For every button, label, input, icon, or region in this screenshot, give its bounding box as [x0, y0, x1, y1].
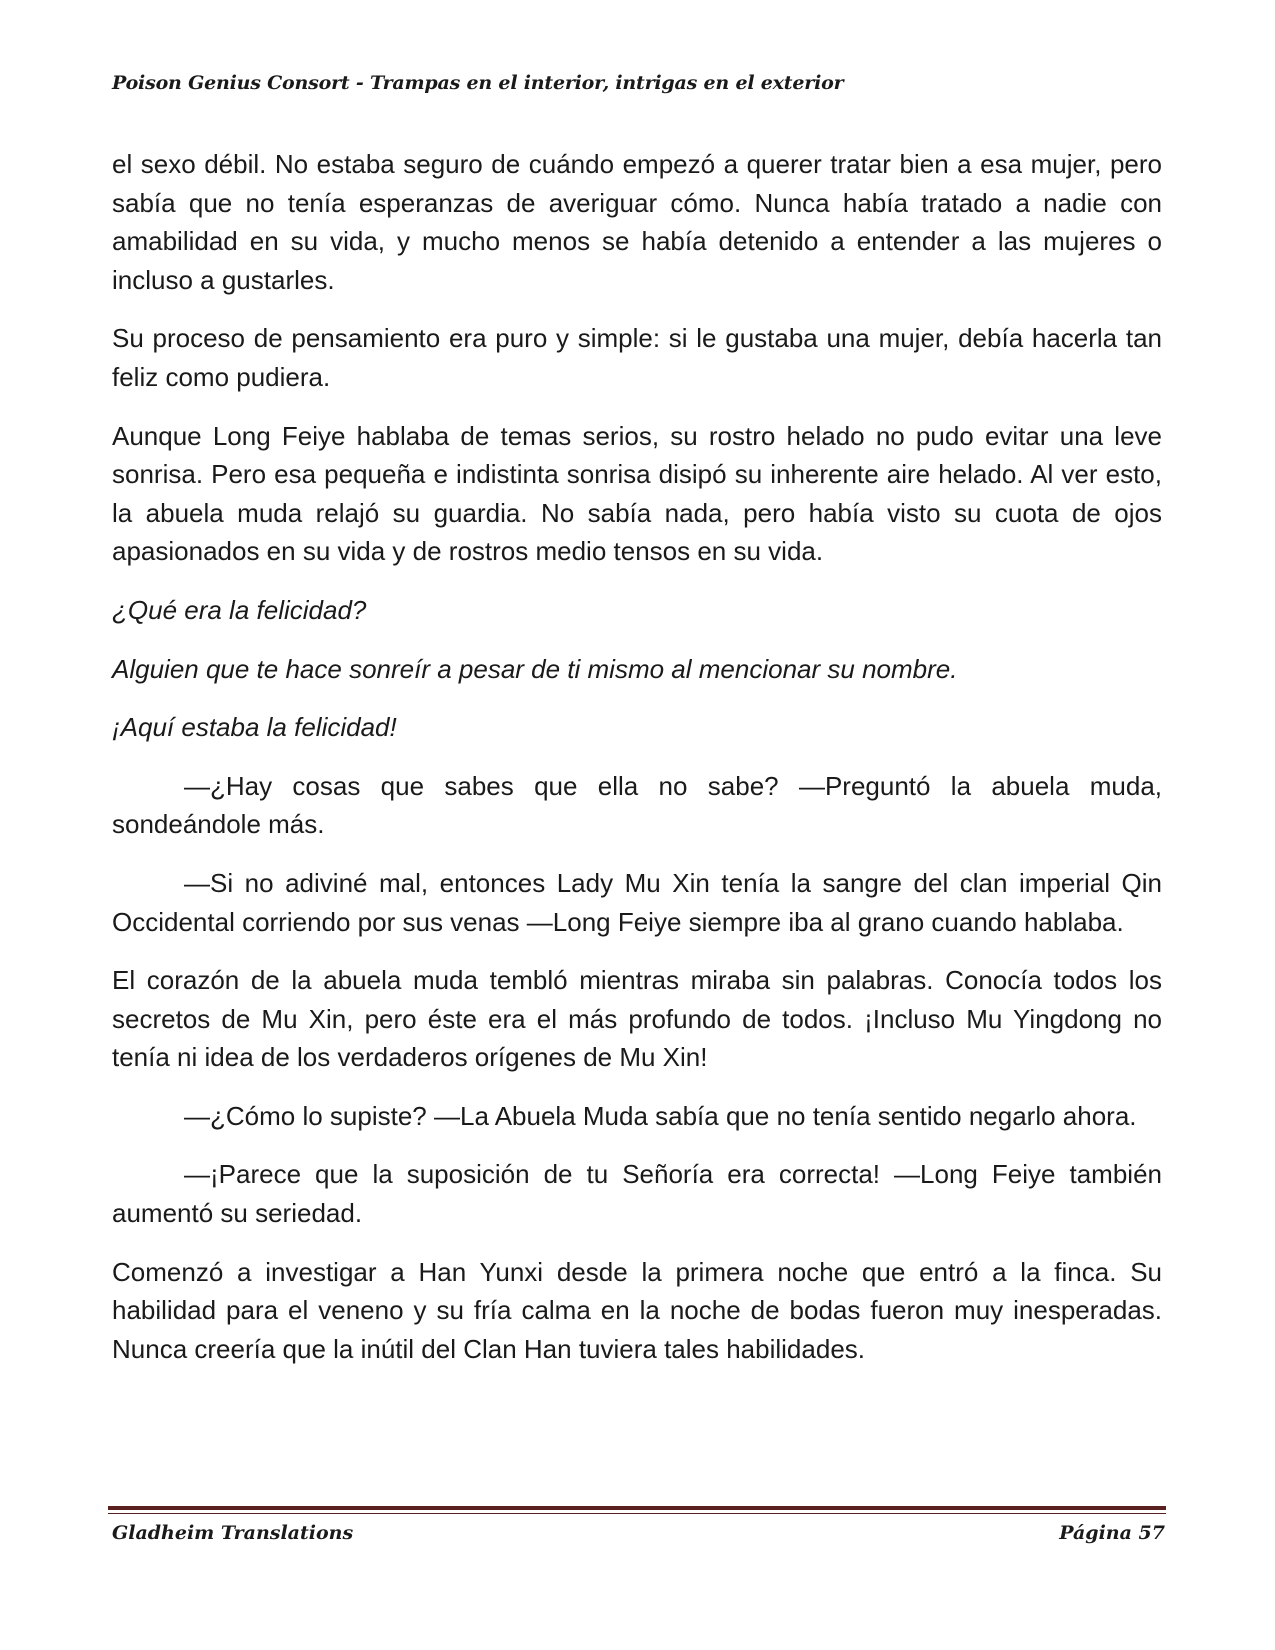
paragraph: Comenzó a investigar a Han Yunxi desde la primera noche que entró a la finca. Su habilidad para el veneno y su fría calma en la noche de bodas fueron muy inesperadas. Nunca creería que la inútil del Clan Han tuviera tales habilidades.: [112, 1256, 1162, 1364]
footer-publisher: Gladheim Translations: [112, 1522, 354, 1544]
footer-rule-thin: [108, 1513, 1166, 1514]
paragraph: el sexo débil. No estaba seguro de cuándo empezó a querer tratar bien a esa mujer, pero sabía que no tenía esperanzas de averiguar cómo. Nunca había tratado a nadie con amabilidad en su vida, y mucho menos se había detenido a entender a las mujeres o incluso a gustarles.: [112, 149, 1162, 295]
dialogue-paragraph: —Si no adiviné mal, entonces Lady Mu Xin tenía la sangre del clan imperial Qin Occidental corriendo por sus venas —Long Feiye siempre iba al grano cuando hablaba.: [112, 867, 1162, 937]
dialogue-paragraph: —¿Cómo lo supiste? —La Abuela Muda sabía que no tenía sentido negarlo ahora.: [184, 1100, 1137, 1131]
paragraph: Aunque Long Feiye hablaba de temas serios, su rostro helado no pudo evitar una leve sonrisa. Pero esa pequeña e indistinta sonrisa disipó su inherente aire helado. Al ver esto, la abuela muda relajó su guardia. No sabía nada, pero había visto su cuota de ojos apasionados en su vida y de rostros medio tensos en su vida.: [112, 420, 1162, 567]
italic-paragraph: Alguien que te hace sonreír a pesar de ti mismo al mencionar su nombre.: [112, 653, 958, 684]
dialogue-paragraph: —¡Parece que la suposición de tu Señoría era correcta! —Long Feiye también aumentó su seriedad.: [112, 1159, 1162, 1229]
paragraph: El corazón de la abuela muda tembló mientras miraba sin palabras. Conocía todos los secretos de Mu Xin, pero éste era el más profundo de todos. ¡Incluso Mu Yingdong no tenía ni idea de los verdaderos orígenes de Mu Xin!: [112, 965, 1162, 1073]
footer-page-number: Página 57: [1059, 1522, 1165, 1544]
footer-rule-thick: [108, 1506, 1166, 1510]
paragraph: Su proceso de pensamiento era puro y simple: si le gustaba una mujer, debía hacerla tan feliz como pudiera.: [112, 323, 1162, 392]
italic-paragraph: ¿Qué era la felicidad?: [112, 594, 367, 625]
italic-paragraph: ¡Aquí estaba la felicidad!: [112, 712, 397, 743]
running-header: Poison Genius Consort - Trampas en el interior, intrigas en el exterior: [112, 72, 844, 94]
dialogue-paragraph: —¿Hay cosas que sabes que ella no sabe? —Preguntó la abuela muda, sondeándole más.: [112, 770, 1162, 840]
body-text: [112, 145, 1162, 1388]
